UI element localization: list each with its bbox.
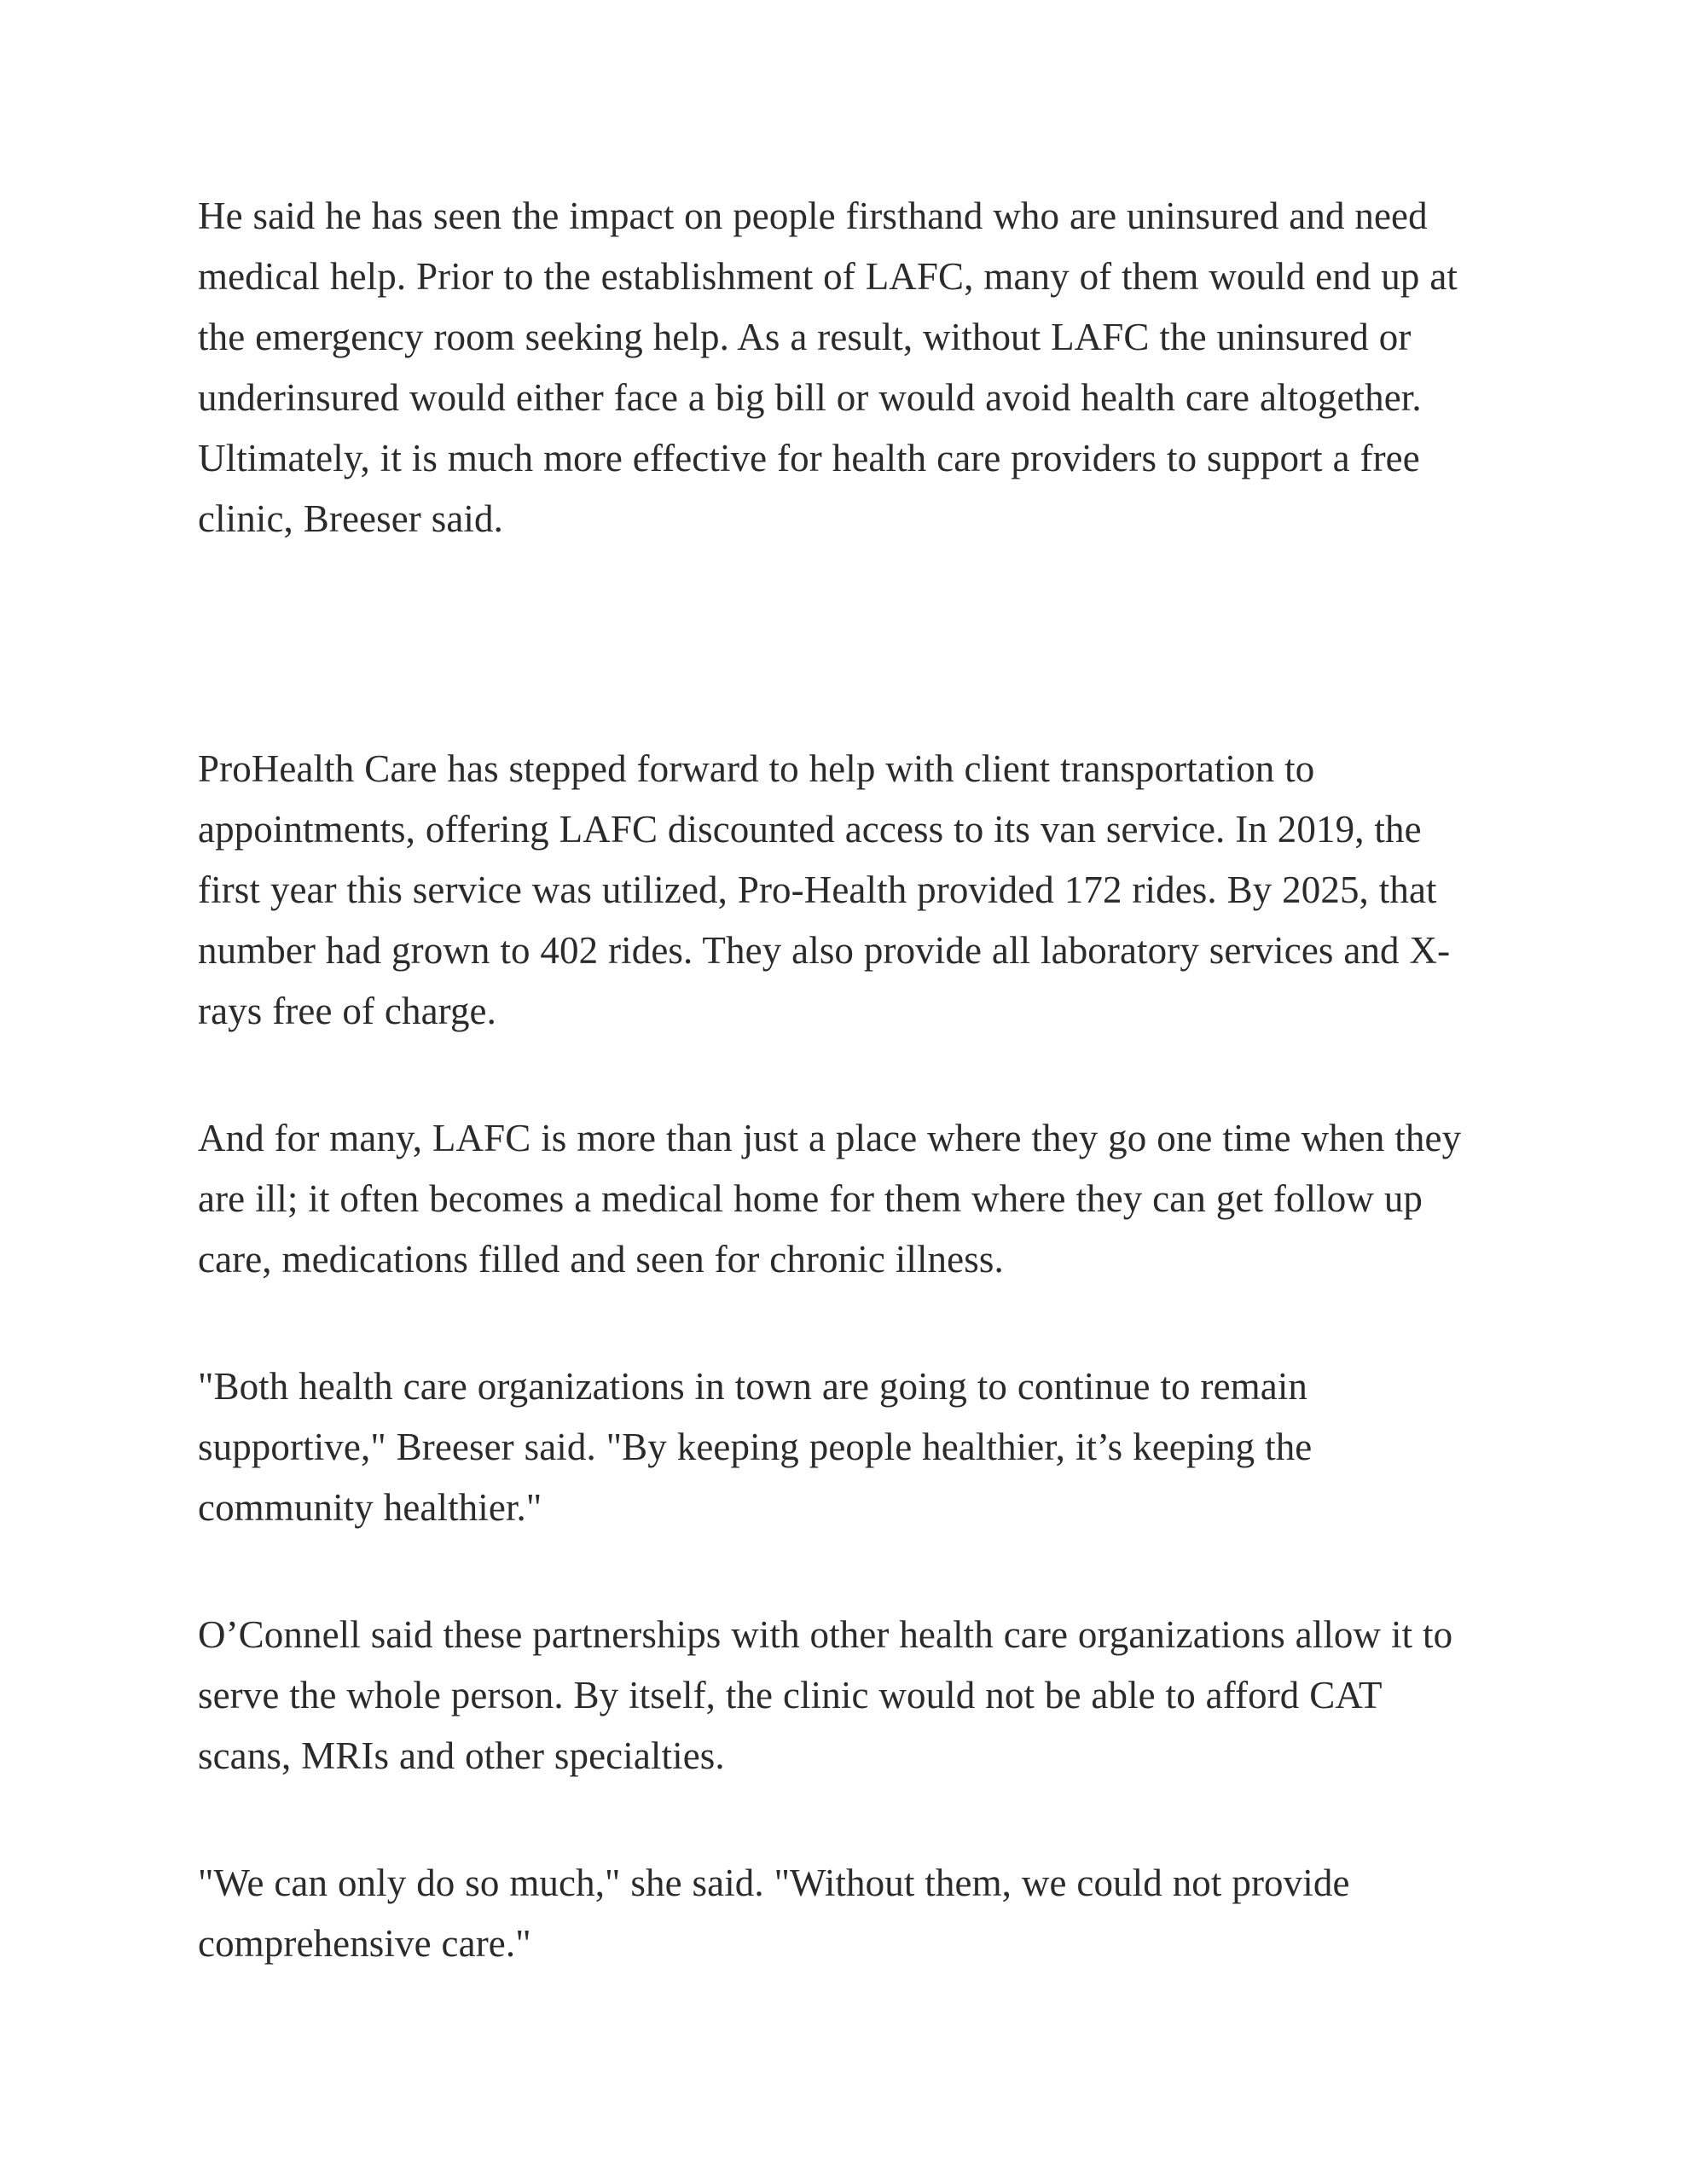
article-paragraph-4: "Both health care organizations in town are going to continue to remain supportive," Breeser said. "By keeping people healthier, it’s keeping the community healthier." (198, 1365, 1313, 1529)
article-paragraph-2: ProHealth Care has stepped forward to help with client transportation to appointments, offering LAFC discounted access to its van service. In 2019, the first year this service was utilized, Pro-Health provided 172 rides. By 2025, that number had grown to 402 rides. They also provide all laboratory services and X-rays free of charge. (198, 747, 1451, 1032)
article-paragraph-1: He said he has seen the impact on people firsthand who are uninsured and need medical help. Prior to the establishment of LAFC, many of them would end up at the emergency room seeking help. As a result, without LAFC the uninsured or underinsured would either face a big bill or would avoid health care altogether. Ultimately, it is much more effective for health care providers to support a free clinic, Breeser said. (198, 195, 1458, 540)
article-paragraph-5: O’Connell said these partnerships with other health care organizations allow it to serve the whole person. By itself, the clinic would not be able to afford CAT scans, MRIs and other specialties. (198, 1613, 1453, 1777)
article-paragraph-3: And for many, LAFC is more than just a place where they go one time when they are ill; it often becomes a medical home for them where they can get follow up care, medications filled and seen for chronic illness. (198, 1117, 1462, 1281)
article-body (198, 186, 1465, 1974)
article-paragraph-6: "We can only do so much," she said. "Without them, we could not provide comprehensive care." (198, 1862, 1350, 1965)
